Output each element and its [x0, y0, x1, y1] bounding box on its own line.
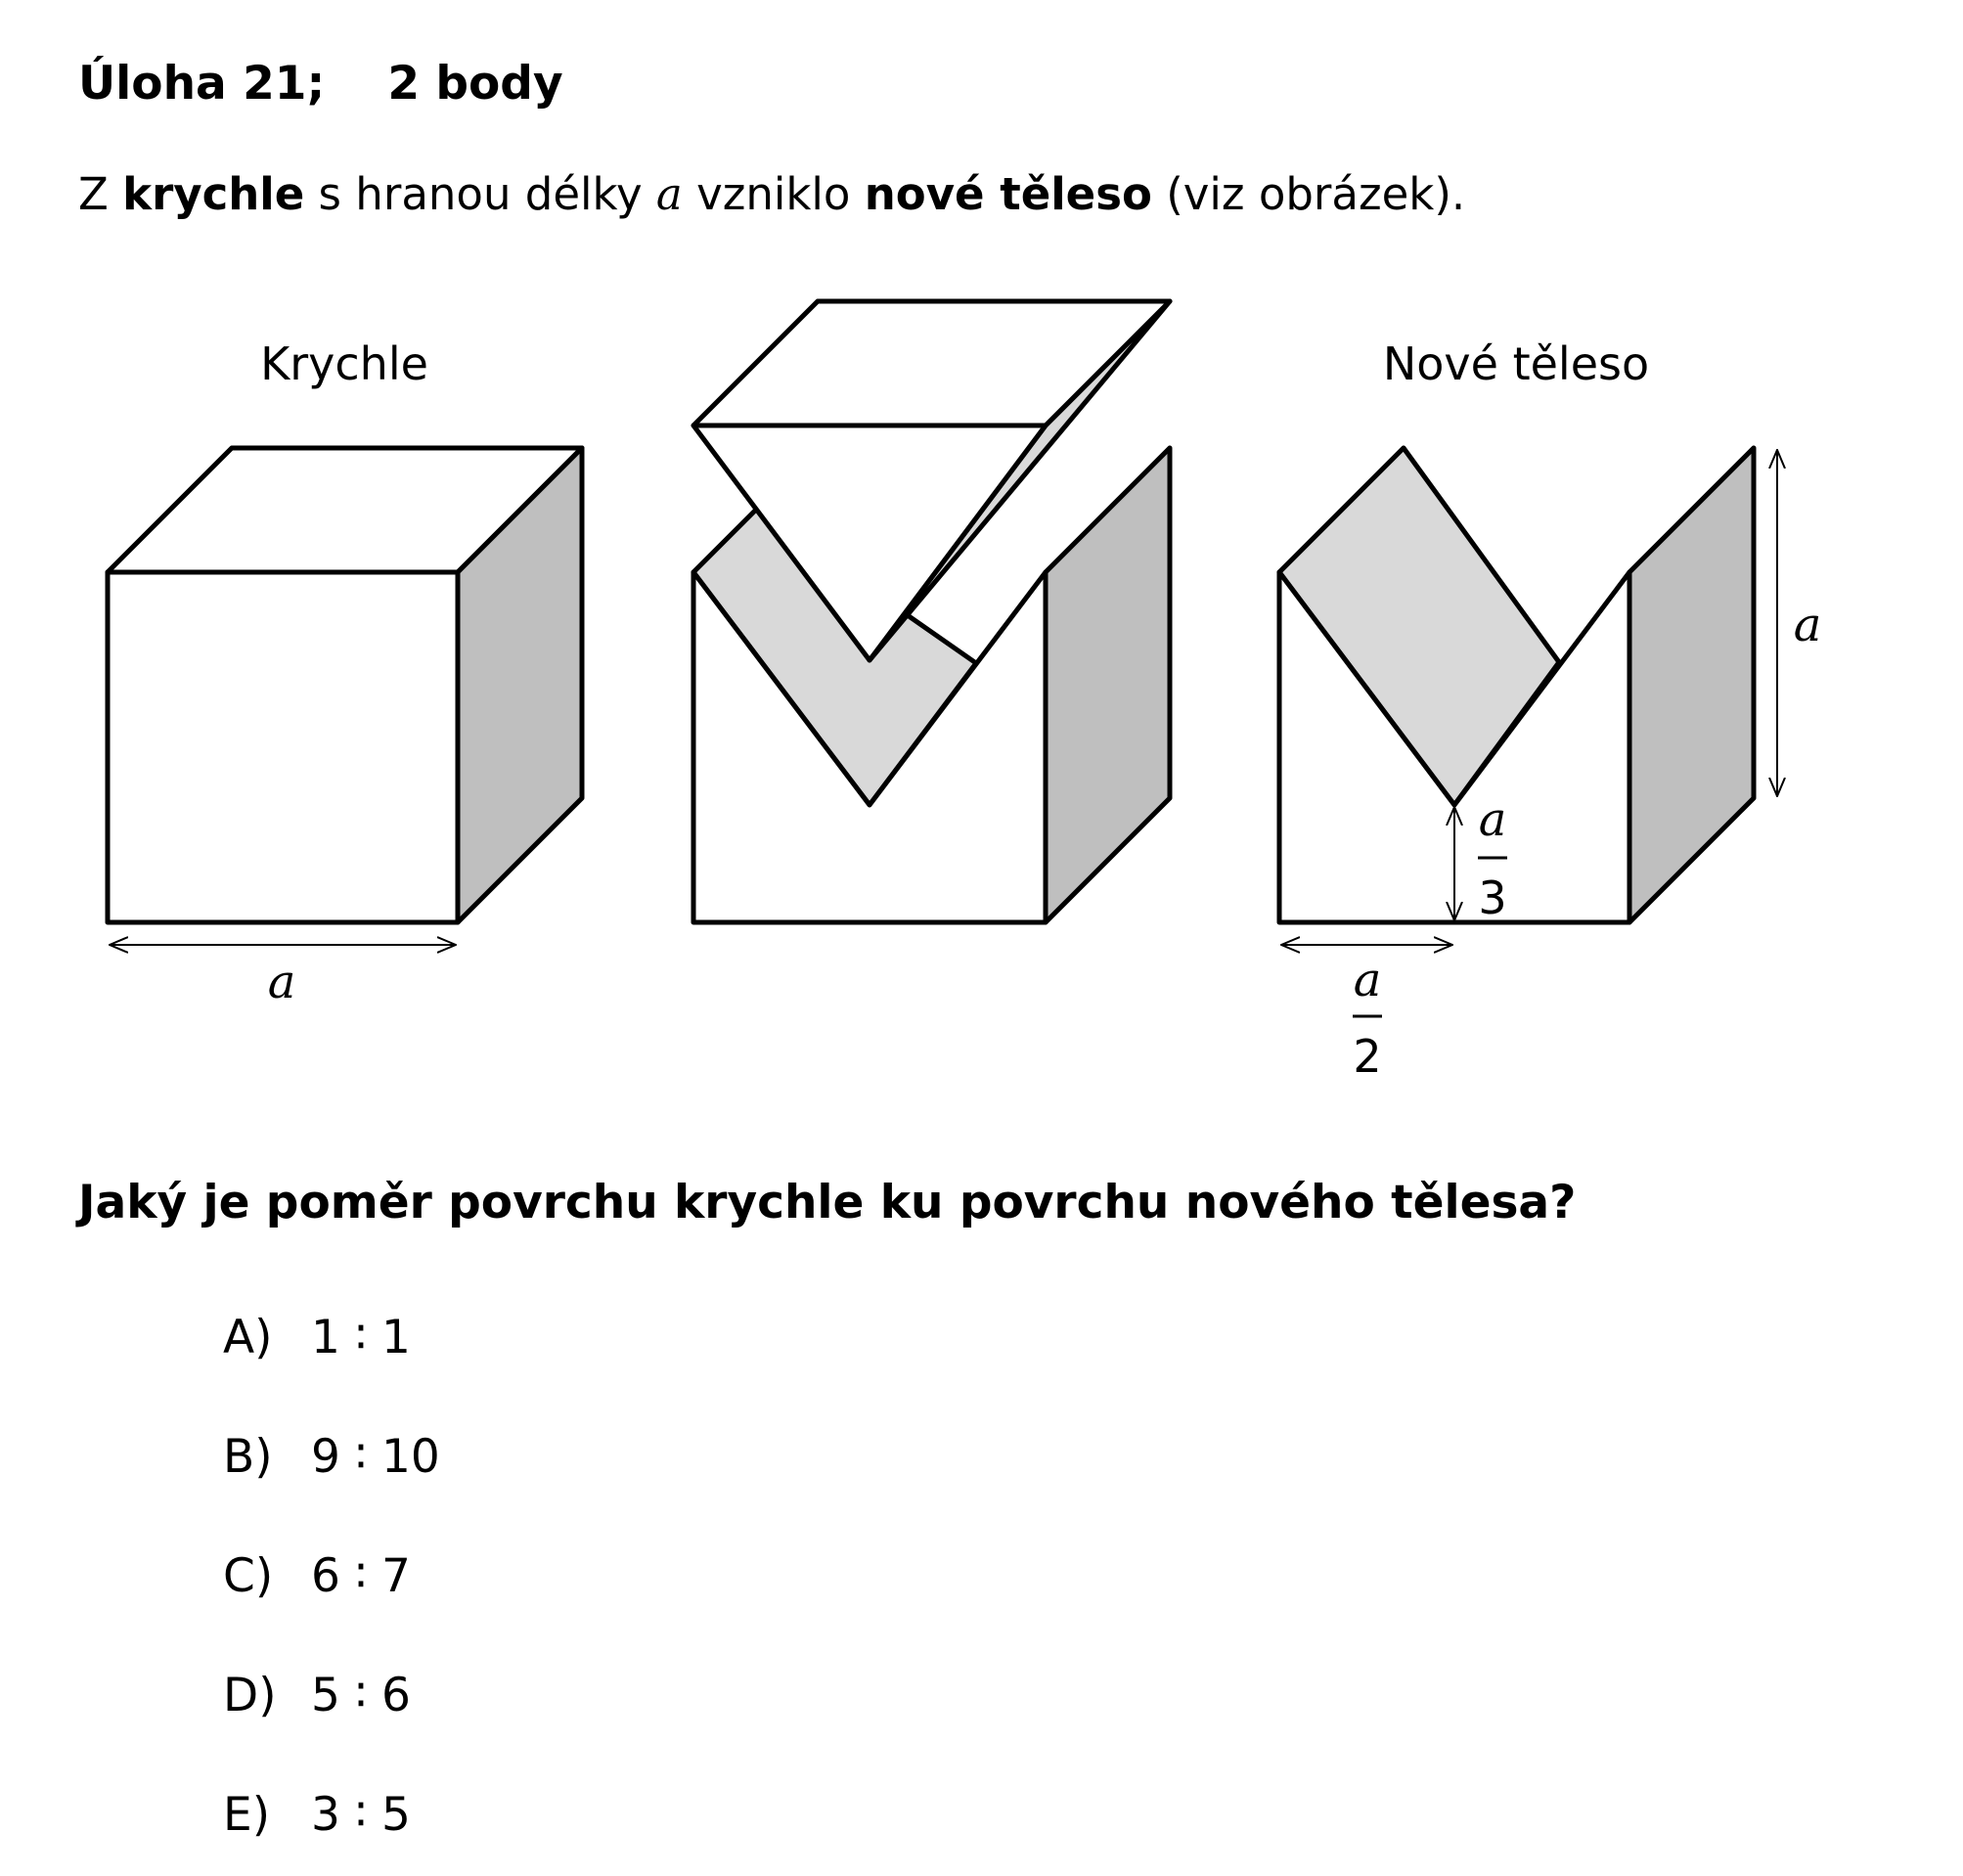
option-value: 3 ∶ 5 [311, 1788, 411, 1842]
task-title: Úloha 21; [78, 57, 326, 111]
option-value: 9 ∶ 10 [311, 1430, 440, 1484]
intro-bold-cube: krychle [122, 168, 305, 220]
option-c[interactable] [223, 1549, 411, 1603]
cube-label: Krychle [260, 337, 428, 390]
option-e[interactable] [223, 1788, 411, 1842]
task-points: 2 body [387, 57, 563, 111]
new-solid-label: Nové těleso [1382, 337, 1650, 390]
new-solid-side-face [1629, 448, 1754, 922]
intro-part: s hranou délky [304, 168, 656, 220]
half-numerator: a [1353, 953, 1382, 1007]
option-value: 1 ∶ 1 [311, 1311, 411, 1364]
third-numerator: a [1478, 792, 1507, 847]
intro-part: Z [78, 168, 123, 220]
height-label: a [1793, 598, 1822, 652]
intro-bold-new-solid: nové těleso [864, 168, 1152, 220]
option-letter: D) [223, 1669, 277, 1722]
third-denominator: 3 [1478, 871, 1507, 924]
option-letter: A) [223, 1311, 273, 1364]
option-d[interactable] [223, 1669, 411, 1722]
cube-edge-label: a [267, 955, 296, 1009]
cube-drawing [108, 448, 582, 922]
intro-variable: a [655, 168, 683, 220]
intro-part: vzniklo [682, 168, 865, 220]
cut-cube-side-face [1046, 448, 1170, 922]
option-letter: C) [223, 1549, 274, 1603]
question-text: Jaký je poměr povrchu krychle ku povrchu nového tělesa? [78, 1176, 1577, 1229]
option-a[interactable] [223, 1311, 411, 1364]
intro-part: (viz obrázek). [1151, 168, 1466, 220]
prism-top-face [693, 301, 1170, 425]
cube-front-face [108, 572, 458, 922]
half-denominator: 2 [1353, 1030, 1382, 1083]
option-b[interactable] [223, 1430, 440, 1484]
new-solid-drawing [1279, 448, 1754, 922]
option-value: 6 ∶ 7 [311, 1549, 411, 1603]
option-letter: E) [223, 1788, 271, 1842]
option-value: 5 ∶ 6 [311, 1669, 411, 1722]
option-letter: B) [223, 1430, 273, 1484]
